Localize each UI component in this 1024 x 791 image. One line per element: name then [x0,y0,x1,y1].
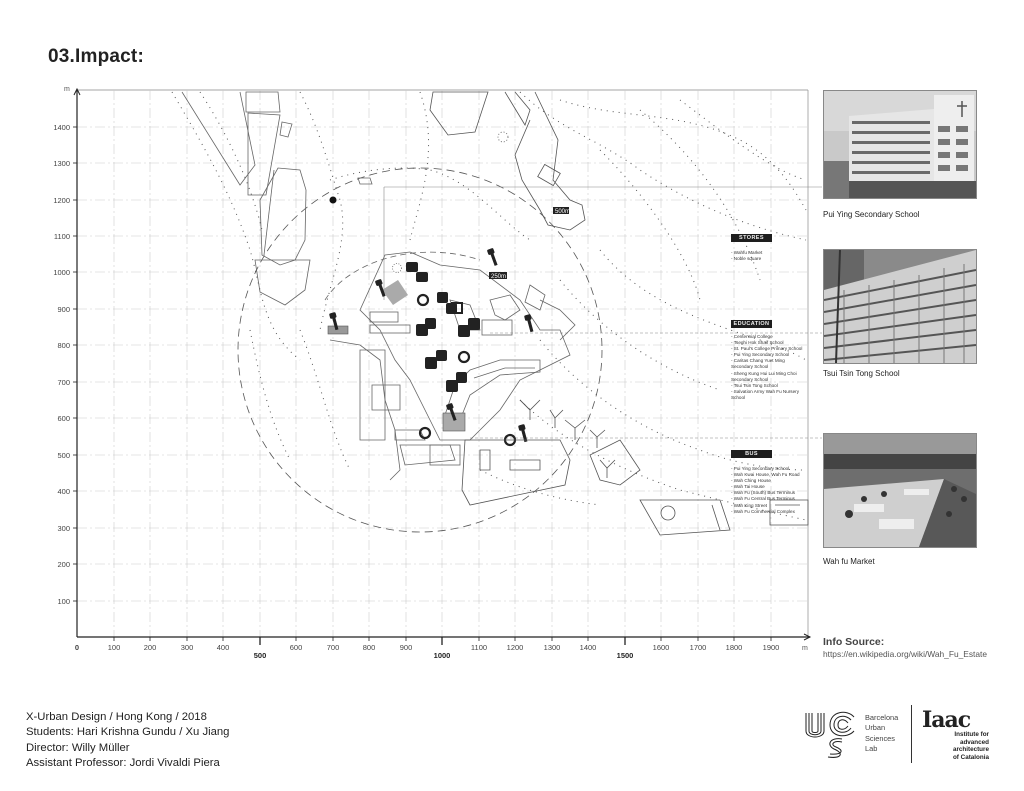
x-tick: 700 [326,643,340,652]
x-tick: 1200 [506,643,524,652]
x-tick-major: 1000 [433,651,451,660]
photo-wah-fu-market [823,433,977,548]
radius-500m-circle [238,168,602,532]
radius-500m-label: 500m [555,209,571,215]
y-tick: 800 [57,341,70,350]
photo-caption: Wah fu Market [823,557,875,566]
y-tick: 600 [57,414,70,423]
x-tick: 1700 [689,643,707,652]
legend-header-bus: BUS [731,450,772,458]
contour-lines [172,92,806,520]
x-tick: 400 [216,643,230,652]
y-tick: 1300 [53,159,70,168]
legend-item: - Noble square [731,256,762,262]
axes [73,89,810,645]
x-tick-major: 1500 [616,651,634,660]
legend-list-stores [731,250,803,262]
photo-caption: Tsui Tsin Tong School [823,369,900,378]
y-tick: 1400 [53,123,70,132]
photo-pui-ying-school [823,90,977,199]
tower-blocks [406,262,480,392]
logo-text-line: Institute for [954,731,989,738]
logo-text-line: of Catalonia [952,753,989,761]
legend-item: - Tseghi Hok Shaif School [731,340,784,346]
legend-item: - Tsui Tsin Tong School [731,382,778,388]
y-tick: 1000 [53,268,70,277]
legend-item: - Sheng Kung Hui Lui Ming Choi Secondary School [731,370,797,382]
logo-text-line: advanced [959,738,989,746]
school-building-image [824,91,976,198]
x-tick: 600 [289,643,303,652]
x-tick-major: 500 [253,651,267,660]
photo-tsui-tsin-tong-school [823,249,977,364]
legend-item: - Caritas Chang Yuet Ming Secondary School [731,358,785,370]
x-tick: 1900 [762,643,780,652]
logo-text-line: Lab [865,744,878,754]
legend-header-education: EDUCATION [731,320,772,328]
urban-sciences-lab-text [865,713,898,755]
central-estate [330,252,575,480]
legend-item: - Pui Ying Secondary School [731,352,790,358]
x-axis-unit: m [802,645,808,652]
y-tick: 1200 [53,196,70,205]
x-tick: 200 [143,643,157,652]
x-tick: 1100 [470,643,488,652]
logo-divider [911,705,912,763]
logo-text-line: architecture [952,746,989,754]
x-tick: 1300 [543,643,561,652]
legend-item: - Wah Fu Commercial Complex [731,508,795,514]
x-tick: 0 [74,643,80,652]
y-tick: 300 [57,524,70,533]
grid [77,90,808,637]
legend-item: - Wah Fu Central Bus Terminus [731,496,795,502]
legend-item: - Centennial College [731,334,773,339]
school-building-image [824,250,976,363]
x-tick: 300 [180,643,194,652]
legend-item: - Wahfu Market [731,250,763,255]
credits-students: Students: Hari Krishna Gundu / Xu Jiang [26,726,230,739]
x-tick: 1400 [579,643,597,652]
legend-item: - Wah Fu (South) Bus Terminus [731,490,796,496]
y-tick: 700 [57,378,70,387]
y-axis-unit: m [64,86,70,93]
logo-text-line: Sciences [865,733,895,743]
legend-item: - Pui Ying Secondary School [731,466,790,471]
credits-block [26,710,229,771]
legend-item: - Wah Ching House [731,478,771,484]
y-tick: 1100 [53,232,70,241]
info-source-link[interactable]: https://en.wikipedia.org/wiki/Wah_Fu_Estate [823,649,988,659]
x-tick: 1600 [652,643,670,652]
urban-sciences-lab-logo-icon [802,707,864,761]
radius-250m-label: 250m [491,274,507,280]
y-tick: 100 [57,597,70,606]
legend-list-bus [731,466,803,515]
legend-list-education [731,334,803,401]
iaac-logo-subtitle [944,731,989,761]
info-source-heading: Info Source: [823,636,885,648]
y-tick: 400 [57,487,70,496]
legend-item: - Wah Kwai House, Wah Fu Road [731,472,800,478]
page-title: 03.Impact: [48,46,144,67]
credits-director: Director: Willy Müller [26,741,130,754]
credits-assistant: Assistant Professor: Jordi Vivaldi Piera [26,756,220,769]
x-tick: 900 [399,643,413,652]
legend-header-stores: STORES [731,234,772,242]
legend-item: - St. Paul's College Primary School [731,346,803,352]
legend-item: - Wah Tai House [731,484,765,490]
logo-text-line: Urban [865,723,886,733]
x-tick: 800 [362,643,376,652]
plaza [382,280,408,305]
x-tick: 100 [107,643,121,652]
market-image [824,434,976,547]
legend-item: - Wah King Street [731,502,768,508]
credits-project: X-Urban Design / Hong Kong / 2018 [26,711,207,723]
y-tick: 900 [57,305,70,314]
y-tick: 200 [57,560,70,569]
y-tick: 500 [57,451,70,460]
x-tick: 1800 [725,643,743,652]
landmark-dot [330,197,337,204]
logo-text-line: Barcelona [865,713,899,722]
iaac-logo: Iaac [922,707,971,733]
left-landmass [182,92,372,305]
photo-caption: Pui Ying Secondary School [823,210,920,219]
legend-item: - Salvation Army Wah Fu Nursery School [731,388,799,400]
